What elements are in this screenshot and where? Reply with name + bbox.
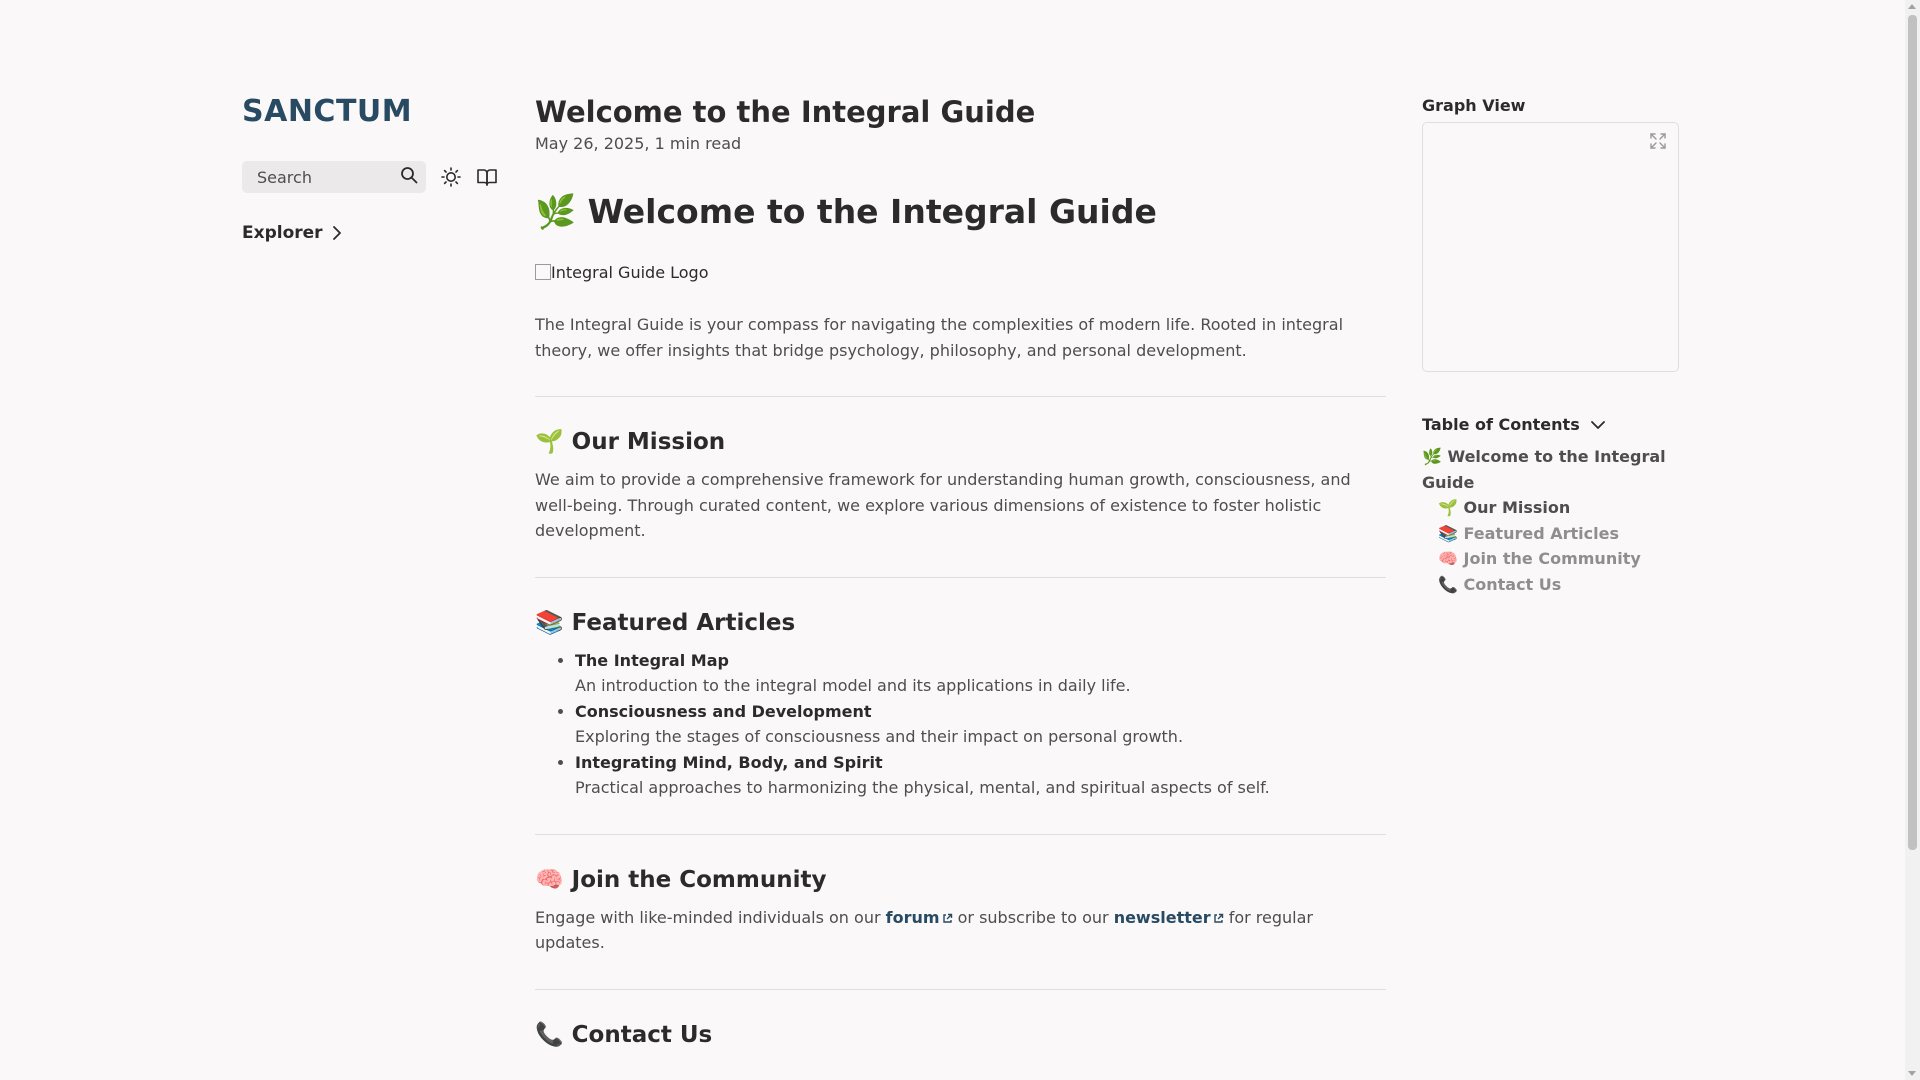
article <box>535 92 1386 1052</box>
divider <box>535 577 1386 578</box>
search-button[interactable] <box>242 161 426 193</box>
article-meta <box>535 132 1386 156</box>
toc-title: Table of Contents <box>1422 415 1580 434</box>
forum-link-label: forum <box>885 907 940 927</box>
right-sidebar <box>1422 94 1679 597</box>
featured-title: The Integral Map <box>575 650 729 670</box>
list-item <box>575 699 1386 750</box>
toc-item-our-mission[interactable]: 🌱 Our Mission <box>1438 498 1571 517</box>
community-text-middle: or subscribe to our <box>952 907 1114 927</box>
broken-image-icon <box>535 264 551 280</box>
featured-desc: Practical approaches to harmonizing the physical, mental, and spiritual aspects of self. <box>575 778 1270 797</box>
search-icon <box>400 166 418 188</box>
heading-featured-articles: 📚 Featured Articles <box>535 609 796 636</box>
community-text-after: for regular updates. <box>535 907 1313 952</box>
heading-welcome: 🌿 Welcome to the Integral Guide <box>535 192 1157 231</box>
featured-desc: Exploring the stages of consciousness and their impact on personal growth. <box>575 727 1184 746</box>
toc-item-welcome[interactable]: 🌿 Welcome to the Integral Guide <box>1422 447 1666 492</box>
community-text-before: Engage with like-minded individuals on our <box>535 907 886 927</box>
featured-title: Consciousness and Development <box>575 701 872 721</box>
logo-alt-text: Integral Guide Logo <box>551 262 709 282</box>
mission-paragraph: We aim to provide a comprehensive framework for understanding human growth, consciousness, and well-being. Through curated content, we explore various dimensions of existence to foster holistic development. <box>535 470 1351 540</box>
featured-title: Integrating Mind, Body, and Spirit <box>575 752 883 772</box>
book-icon[interactable] <box>476 166 498 188</box>
external-link-icon <box>942 913 953 924</box>
intro-paragraph: The Integral Guide is your compass for navigating the complexities of modern life. Rooted in integral theory, we offer insights that bridge psychology, philosophy, and personal development. <box>535 315 1344 360</box>
heading-join-community: 🧠 Join the Community <box>535 866 827 893</box>
newsletter-link-label: newsletter <box>1113 907 1211 927</box>
heading-contact-us: 📞 Contact Us <box>535 1021 713 1048</box>
search-label: Search <box>257 167 312 187</box>
chevron-down-icon <box>1590 419 1606 431</box>
expand-icon[interactable] <box>1648 131 1668 151</box>
scroll-up-arrow-icon[interactable] <box>1908 4 1916 9</box>
divider <box>535 396 1386 397</box>
scrollbar[interactable] <box>1905 0 1920 1080</box>
article-date: May 26, 2025 <box>535 134 645 153</box>
toc-list <box>1422 444 1679 597</box>
toc-item-join-community[interactable]: 🧠 Join the Community <box>1438 549 1641 568</box>
scroll-down-arrow-icon[interactable] <box>1908 1071 1916 1076</box>
meta-separator: , <box>644 134 655 153</box>
graph-title: Graph View <box>1422 96 1526 115</box>
toolbar <box>242 161 512 193</box>
explorer-toggle[interactable] <box>242 223 512 243</box>
explorer-label: Explorer <box>242 223 323 243</box>
toc-item-contact-us[interactable]: 📞 Contact Us <box>1438 574 1562 594</box>
toc-item-featured-articles[interactable]: 📚 Featured Articles <box>1438 523 1619 543</box>
heading-our-mission: 🌱 Our Mission <box>535 429 726 455</box>
logo-image <box>535 260 1386 284</box>
scrollbar-thumb[interactable] <box>1908 15 1917 850</box>
featured-desc: An introduction to the integral model and its applications in daily life. <box>575 676 1131 695</box>
external-link-icon <box>1213 913 1224 924</box>
site-title[interactable]: SANCTUM <box>242 94 413 129</box>
chevron-right-icon <box>331 225 343 241</box>
read-time: 1 min read <box>654 134 742 153</box>
page-title: Welcome to the Integral Guide <box>535 95 1036 129</box>
list-item <box>575 750 1386 801</box>
newsletter-link[interactable] <box>1114 908 1224 927</box>
graph-view[interactable] <box>1422 122 1679 372</box>
divider <box>535 834 1386 835</box>
sun-icon[interactable] <box>440 166 462 188</box>
featured-list <box>535 648 1386 801</box>
left-sidebar <box>242 92 512 243</box>
toc-toggle[interactable] <box>1422 415 1679 434</box>
list-item <box>575 648 1386 699</box>
community-paragraph <box>535 905 1386 956</box>
divider <box>535 989 1386 990</box>
forum-link[interactable] <box>886 908 953 927</box>
